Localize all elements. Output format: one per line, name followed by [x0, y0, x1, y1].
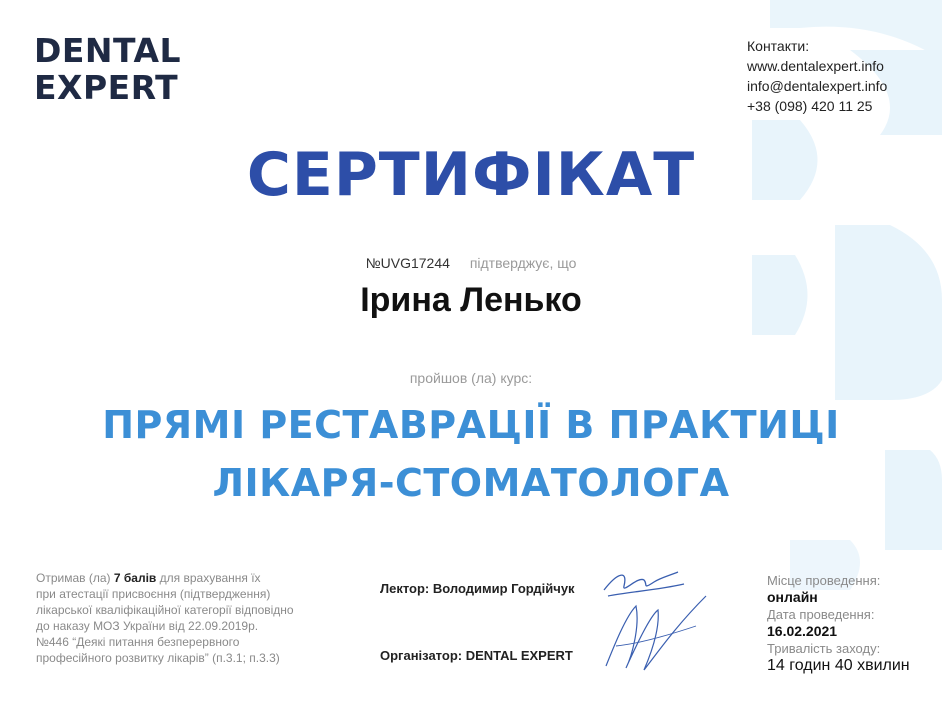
points-line-4: до наказу МОЗ України від 22.09.2019р. [36, 619, 259, 633]
lecturer: Лектор: Володимир Гордійчук [380, 581, 575, 596]
points-line-2: при атестації присвоєння (підтвердження) [36, 587, 271, 601]
contacts-label: Контакти: [747, 38, 810, 54]
logo-line-1: DENTAL [34, 31, 182, 70]
points-suffix: для врахування їх [159, 571, 261, 585]
certificate-title: СЕРТИФІКАТ [246, 140, 696, 210]
points-line-6: професійного розвитку лікарів” (п.3.1; п.3.3) [36, 651, 280, 665]
points-statement [36, 570, 336, 666]
points-prefix: Отримав (ла) [36, 571, 111, 585]
points-line-3: лікарської кваліфікаційної категорії відповідно [36, 603, 294, 617]
course-title-line-2: ЛІКАРЯ-СТОМАТОЛОГА [212, 461, 730, 505]
organizer: Організатор: DENTAL EXPERT [380, 648, 573, 663]
confirms-text: підтверджує, що [469, 255, 577, 271]
place-label: Місце проведення: [767, 573, 881, 588]
event-info [767, 572, 910, 674]
date-value: 16.02.2021 [767, 623, 838, 639]
certificate-number-line [0, 255, 942, 271]
points-line-5: №446 “Деякі питання безперервного [36, 635, 240, 649]
organizer-signature [596, 586, 716, 678]
points-value: 7 балів [113, 571, 157, 585]
certificate-number: UVG17244 [380, 255, 450, 271]
duration-label: Тривалість заходу: [767, 641, 881, 656]
completed-course-label: пройшов (ла) курс: [409, 370, 533, 386]
contacts-website: www.dentalexpert.info [747, 58, 884, 74]
course-title [0, 396, 942, 512]
logo-line-2: EXPERT [34, 68, 179, 107]
contacts-email: info@dentalexpert.info [747, 78, 888, 94]
place-value: онлайн [767, 589, 818, 605]
contacts-block [747, 36, 887, 116]
points-line-1 [36, 570, 336, 586]
company-logo [34, 32, 181, 106]
recipient-name: Ірина Ленько [360, 281, 582, 319]
course-title-line-1: ПРЯМІ РЕСТАВРАЦІЇ В ПРАКТИЦІ [102, 403, 840, 447]
number-prefix: № [365, 255, 381, 271]
contacts-phone: +38 (098) 420 11 25 [747, 98, 873, 114]
date-label: Дата проведення: [767, 607, 875, 622]
duration-value: 14 годин 40 хвилин [767, 657, 910, 674]
